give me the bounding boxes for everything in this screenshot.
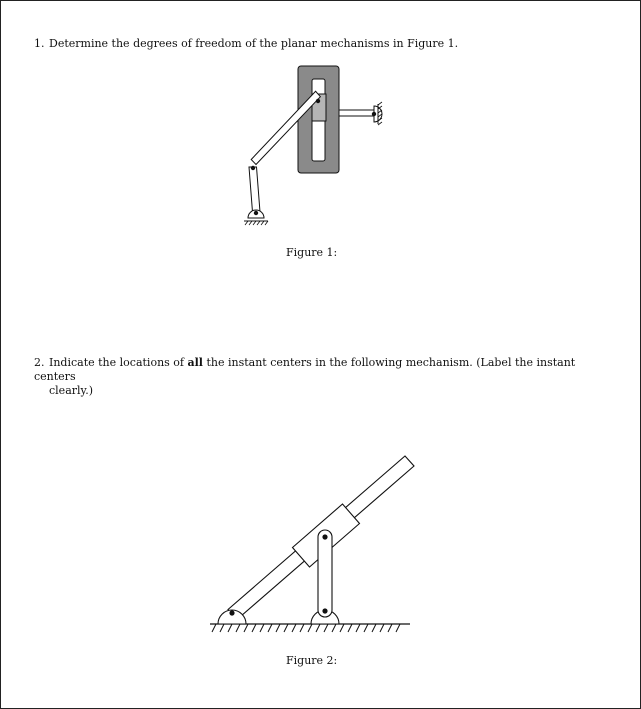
figure-2-right-pin [322, 608, 327, 613]
question-2-emphasis: all [187, 356, 203, 369]
figure-2-left-pin [229, 610, 234, 615]
figure-2-vertical-link [318, 530, 332, 617]
question-2-number: 2. [34, 356, 45, 369]
figure-2-link-top-pin [322, 534, 327, 539]
figure-2-caption: Figure 2: [286, 654, 338, 667]
figure-1-caption: Figure 1: [286, 246, 338, 259]
figure-2-ground-hatch [212, 624, 400, 632]
question-2-text-after: the instant centers in the following mechanism. (Label the instant centers [34, 356, 576, 383]
question-2-text-before: Indicate the locations of [49, 356, 188, 369]
question-2-text-continued: clearly.) [49, 384, 94, 397]
question-1-number: 1. [34, 37, 45, 50]
question-1-text: Determine the degrees of freedom of the planar mechanisms in Figure 1. [49, 37, 459, 50]
